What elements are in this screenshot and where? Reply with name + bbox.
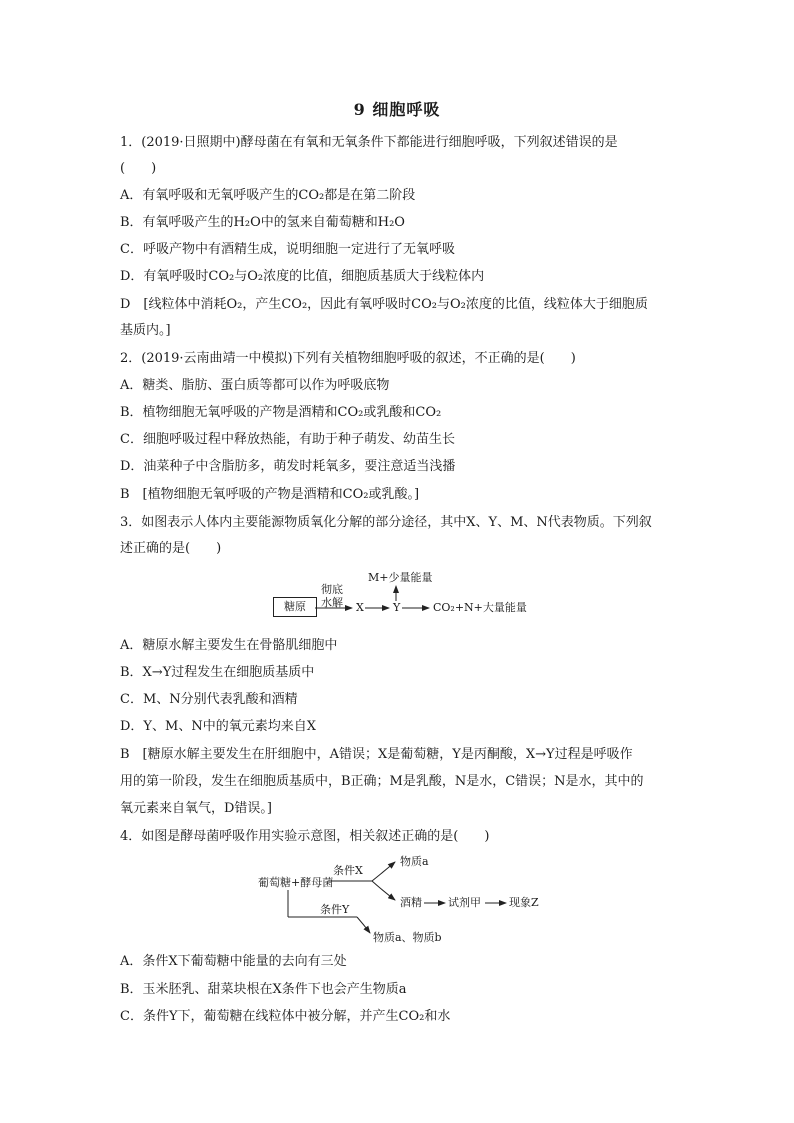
q2-answer: B [植物细胞无氧呼吸的产物是酒精和CO₂或乳酸。]: [120, 487, 420, 502]
condition-x-label: 条件X: [333, 864, 363, 877]
alcohol: 酒精: [400, 896, 422, 909]
label-hydrolysis: 水解: [321, 596, 343, 609]
arrow-to-substance-ab: [357, 917, 370, 933]
substance-a-b: 物质a、物质b: [373, 931, 442, 944]
label-complete: 彻底: [321, 583, 343, 596]
glycogen-box: 糖原: [273, 597, 317, 617]
substance-x: X: [356, 601, 364, 614]
q3-answer-line2: 用的第一阶段，发生在细胞质基质中，B正确；M是乳酸，N是水，C错误；N是水，其中的: [120, 774, 644, 789]
q2-option-d: D．油菜种子中含脂肪多，萌发时耗氧多，要注意适当浅播: [120, 459, 456, 474]
q1-stem-line2: ( ): [120, 161, 157, 176]
arrow-to-alcohol: [372, 881, 395, 900]
product-m: M+少量能量: [368, 571, 433, 584]
q3-option-a: A．糖原水解主要发生在骨骼肌细胞中: [120, 638, 338, 653]
q3-option-b: B．X→Y过程发生在细胞质基质中: [120, 665, 315, 680]
q1-option-b: B．有氧呼吸产生的H₂O中的氢来自葡萄糖和H₂O: [120, 215, 405, 230]
q3-option-d: D．Y、M、N中的氧元素均来自X: [120, 719, 316, 734]
q4-option-a: A．条件X下葡萄糖中能量的去向有三处: [120, 954, 347, 969]
q1-answer-line1: D [线粒体中消耗O₂，产生CO₂，因此有氧呼吸时CO₂与O₂浓度的比值，线粒体大于细胞质: [120, 297, 648, 312]
q3-stem-line2: 述正确的是( ): [120, 541, 222, 556]
glucose-yeast: 葡萄糖+酵母菌: [258, 876, 334, 889]
q3-option-c: C．M、N分别代表乳酸和酒精: [120, 692, 298, 707]
q2-option-a: A．糖类、脂肪、蛋白质等都可以作为呼吸底物: [120, 378, 390, 393]
substance-a: 物质a: [400, 855, 429, 868]
reagent-a: 试剂甲: [448, 896, 481, 909]
q3-stem-line1: 3．如图表示人体内主要能源物质氧化分解的部分途径，其中X、Y、M、N代表物质。下列叙: [120, 515, 652, 530]
q2-stem: 2．(2019·云南曲靖一中模拟)下列有关植物细胞呼吸的叙述，不正确的是( ): [120, 351, 576, 366]
page-title: 9 细胞呼吸: [353, 100, 441, 119]
q1-option-a: A．有氧呼吸和无氧呼吸产生的CO₂都是在第二阶段: [120, 188, 416, 203]
q1-answer-line2: 基质内。]: [120, 323, 171, 338]
q3-answer-line1: B [糖原水解主要发生在肝细胞中，A错误；X是葡萄糖，Y是丙酮酸，X→Y过程是呼吸作: [120, 747, 633, 762]
q1-option-c: C．呼吸产物中有酒精生成，说明细胞一定进行了无氧呼吸: [120, 242, 455, 257]
substance-y: Y: [393, 601, 401, 614]
arrow-to-substance-a: [372, 862, 395, 881]
q1-stem-line1: 1．(2019·日照期中)酵母菌在有氧和无氧条件下都能进行细胞呼吸，下列叙述错误的是: [120, 135, 618, 150]
q2-option-c: C．细胞呼吸过程中释放热能，有助于种子萌发、幼苗生长: [120, 432, 455, 447]
q4-stem: 4．如图是酵母菌呼吸作用实验示意图，相关叙述正确的是( ): [120, 829, 490, 844]
phenomenon-z: 现象Z: [509, 896, 539, 909]
q1-option-d: D．有氧呼吸时CO₂与O₂浓度的比值，细胞质基质大于线粒体内: [120, 269, 485, 284]
q4-option-b: B．玉米胚乳、甜菜块根在X条件下也会产生物质a: [120, 982, 407, 997]
condition-y-label: 条件Y: [320, 903, 350, 916]
q3-answer-line3: 氧元素来自氧气，D错误。]: [120, 801, 272, 816]
product-co2-n: CO₂+N+大量能量: [433, 601, 527, 614]
q2-option-b: B．植物细胞无氧呼吸的产物是酒精和CO₂或乳酸和CO₂: [120, 405, 442, 420]
q4-option-c: C．条件Y下，葡萄糖在线粒体中被分解，并产生CO₂和水: [120, 1009, 451, 1024]
